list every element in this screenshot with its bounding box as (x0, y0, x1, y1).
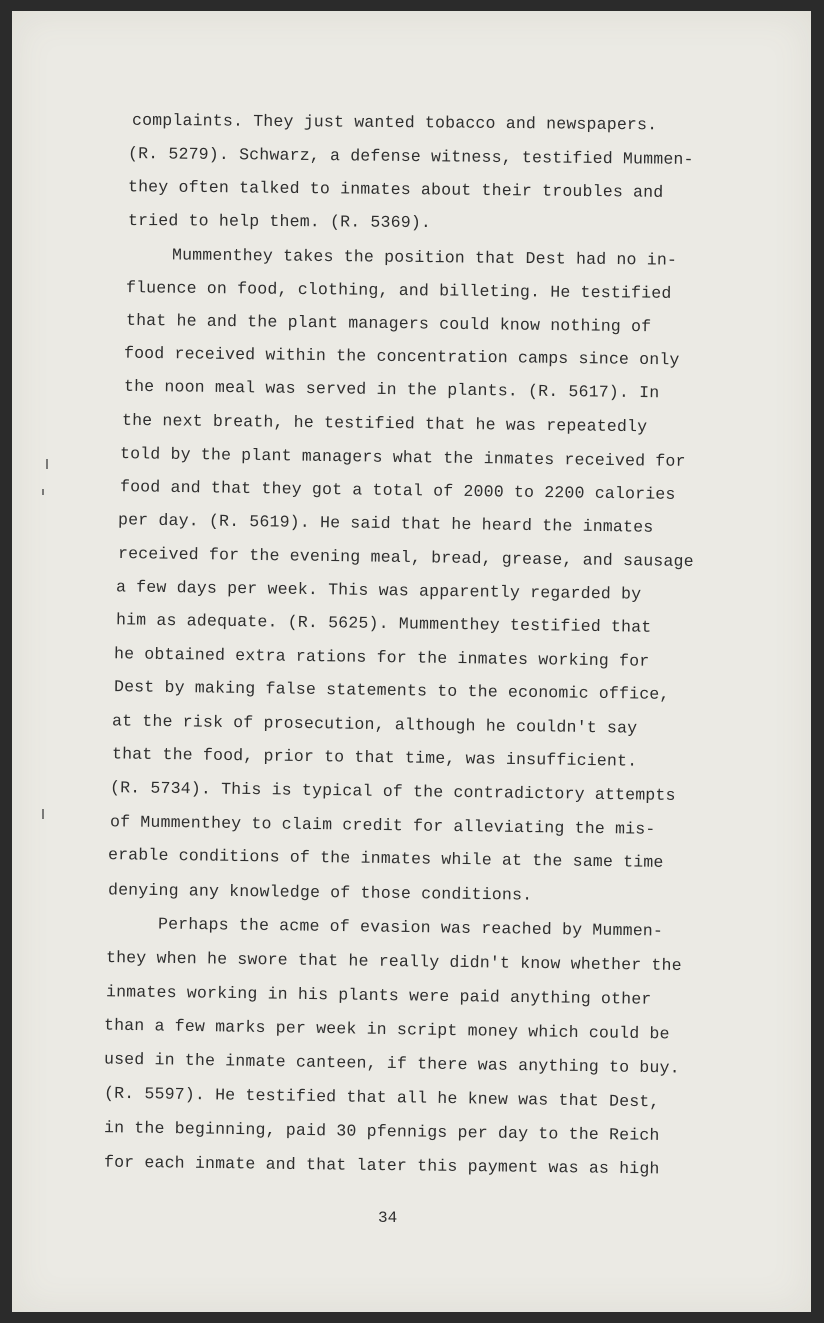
text-line-31: in the beginning, paid 30 pfennigs per day to the Reich (103, 1118, 660, 1145)
text-line-4: tried to help them. (R. 5369). (127, 210, 432, 233)
text-line-7: that he and the plant managers could know nothing of (125, 310, 652, 337)
text-line-17: he obtained extra rations for the inmates working for (113, 644, 650, 671)
text-line-24: denying any knowledge of those conditions. (107, 880, 533, 905)
text-line-27: inmates working in his plants were paid anything other (105, 982, 652, 1009)
text-line-28: than a few marks per week in script money which could be (103, 1015, 670, 1044)
text-line-13: per day. (R. 5619). He said that he heard the inmates (117, 510, 654, 537)
margin-mark (46, 459, 48, 469)
text-line-9: the noon meal was served in the plants. (R. 5617). In (123, 376, 660, 403)
text-line-21: (R. 5734). This is typical of the contradictory attempts (109, 778, 676, 805)
text-line-5: Mummenthey takes the position that Dest had no in- (171, 245, 678, 270)
text-line-6: fluence on food, clothing, and billeting. He testified (125, 278, 672, 303)
text-line-11: told by the plant managers what the inmates received for (119, 444, 686, 471)
text-line-8: food received within the concentration camps since only (123, 343, 680, 370)
text-line-26: they when he swore that he really didn't know whether the (105, 947, 682, 976)
page-number: 34 (378, 1209, 398, 1227)
text-line-14: received for the evening meal, bread, grease, and sausage (117, 543, 694, 572)
text-line-29: used in the inmate canteen, if there was anything to buy. (103, 1049, 680, 1078)
text-line-20: that the food, prior to that time, was insufficient. (111, 744, 638, 771)
text-line-32: for each inmate and that later this payment was as high (103, 1152, 660, 1179)
text-line-12: food and that they got a total of 2000 to 2200 calories (119, 477, 676, 504)
text-line-1: complaints. They just wanted tobacco and newspapers. (131, 110, 658, 135)
text-line-16: him as adequate. (R. 5625). Mummenthey testified that (115, 610, 652, 637)
text-line-25: Perhaps the acme of evasion was reached by Mummen- (157, 914, 664, 941)
text-line-15: a few days per week. This was apparently regarded by (115, 577, 642, 604)
margin-mark (42, 489, 44, 495)
text-line-2: (R. 5279). Schwarz, a defense witness, testified Mummen- (127, 144, 694, 169)
margin-mark (42, 809, 44, 819)
text-line-3: they often talked to inmates about their troubles and (127, 177, 664, 202)
text-line-22: of Mummenthey to claim credit for alleviating the mis- (109, 812, 656, 839)
document-page (12, 11, 811, 1312)
text-line-23: erable conditions of the inmates while at the same time (107, 845, 664, 872)
text-line-19: at the risk of prosecution, although he couldn't say (111, 711, 638, 738)
text-line-10: the next breath, he testified that he was repeatedly (121, 410, 648, 437)
text-line-30: (R. 5597). He testified that all he knew was that Dest, (103, 1083, 660, 1112)
text-line-18: Dest by making false statements to the economic office, (113, 677, 670, 704)
